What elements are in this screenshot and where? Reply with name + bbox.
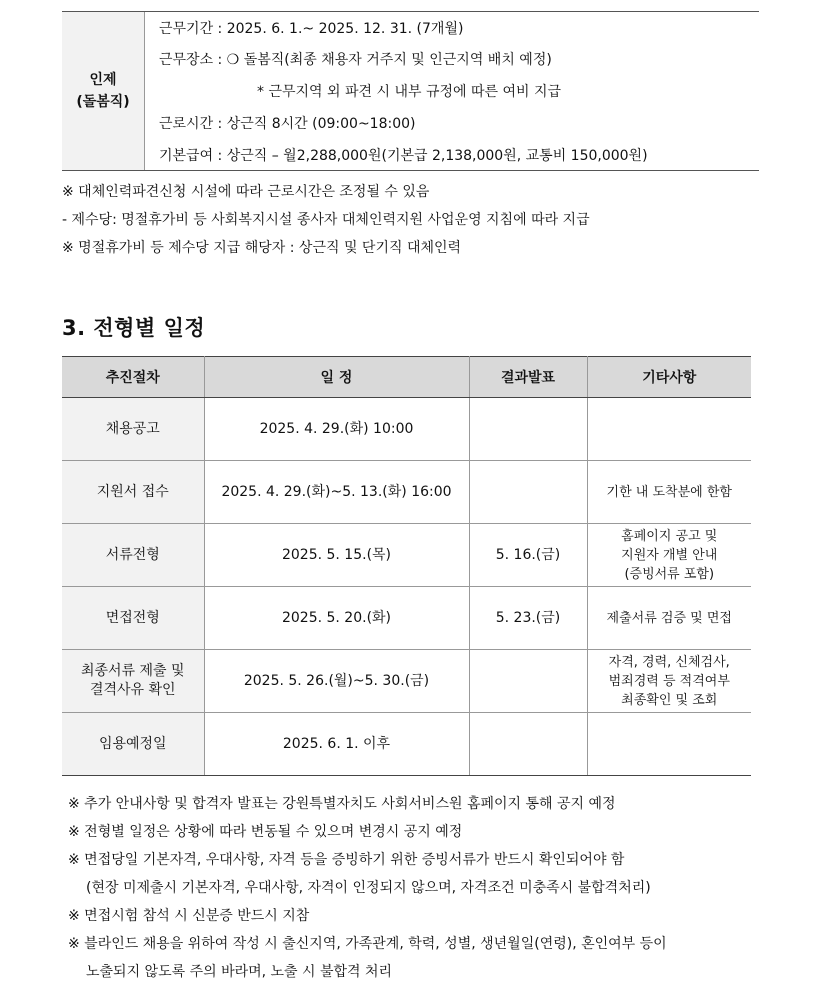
result-cell: 5. 23.(금) xyxy=(469,587,587,650)
step-cell: 임용예정일 xyxy=(62,713,204,776)
conditions-cell xyxy=(145,12,759,170)
conditions-notes xyxy=(62,178,590,262)
table-row xyxy=(62,398,751,461)
work-place: 근무장소 : ❍ 돌봄직(최종 채용자 거주지 및 인근지역 배치 예정) xyxy=(159,52,552,68)
job-type-label: (돌봄직) xyxy=(76,94,130,110)
note-line: ※ 블라인드 채용을 위하여 작성 시 출신지역, 가족관계, 학력, 성별, 생년월일(연령), 혼인여부 등이 xyxy=(68,936,667,952)
work-hours: 근로시간 : 상근직 8시간 (09:00~18:00) xyxy=(159,116,416,132)
date-cell: 2025. 6. 1. 이후 xyxy=(204,713,469,776)
schedule-header-row xyxy=(62,357,751,398)
etc-cell xyxy=(587,713,751,776)
note-line: ※ 대체인력파견신청 시설에 따라 근로시간은 조정될 수 있음 xyxy=(62,184,430,200)
note-line: ※ 추가 안내사항 및 합격자 발표는 강원특별자치도 사회서비스원 홈페이지 통해 공지 예정 xyxy=(68,796,616,812)
note-line: - 제수당: 명절휴가비 등 사회복지시설 종사자 대체인력지원 사업운영 지침에 따라 지급 xyxy=(62,212,590,228)
table-row xyxy=(62,461,751,524)
region-label: 인제 xyxy=(89,72,117,88)
result-cell xyxy=(469,713,587,776)
result-cell: 5. 16.(금) xyxy=(469,524,587,587)
header-result: 결과발표 xyxy=(469,357,587,398)
employment-conditions-table xyxy=(62,11,759,171)
date-cell: 2025. 5. 15.(목) xyxy=(204,524,469,587)
result-cell xyxy=(469,461,587,524)
table-row xyxy=(62,713,751,776)
date-cell: 2025. 5. 20.(화) xyxy=(204,587,469,650)
step-cell: 최종서류 제출 및 결격사유 확인 xyxy=(62,650,204,713)
etc-cell: 자격, 경력, 신체검사, 범죄경력 등 적격여부 최종확인 및 조회 xyxy=(587,650,751,713)
base-salary: 기본급여 : 상근직 – 월2,288,000원(기본급 2,138,000원, 교통비 150,000원) xyxy=(159,148,648,164)
date-cell: 2025. 5. 26.(월)~5. 30.(금) xyxy=(204,650,469,713)
note-line: ※ 명절휴가비 등 제수당 지급 해당자 : 상근직 및 단기직 대체인력 xyxy=(62,240,462,256)
work-period: 근무기간 : 2025. 6. 1.~ 2025. 12. 31. (7개월) xyxy=(159,21,464,37)
etc-cell: 기한 내 도착분에 한함 xyxy=(587,461,751,524)
section-title: 3. 전형별 일정 xyxy=(62,316,206,340)
work-place-note: * 근무지역 외 파견 시 내부 규정에 따른 여비 지급 xyxy=(257,84,562,100)
step-cell: 면접전형 xyxy=(62,587,204,650)
etc-cell: 제출서류 검증 및 면접 xyxy=(587,587,751,650)
note-line: ※ 면접당일 기본자격, 우대사항, 자격 등을 증빙하기 위한 증빙서류가 반드시 확인되어야 함 xyxy=(68,852,625,868)
schedule-table xyxy=(62,356,751,776)
table-row xyxy=(62,524,751,587)
result-cell xyxy=(469,398,587,461)
header-etc: 기타사항 xyxy=(587,357,751,398)
header-date: 일 정 xyxy=(204,357,469,398)
note-line: (현장 미제출시 기본자격, 우대사항, 자격이 인정되지 않으며, 자격조건 미충족시 불합격처리) xyxy=(86,880,651,896)
etc-cell: 홈페이지 공고 및 지원자 개별 안내 (증빙서류 포함) xyxy=(587,524,751,587)
note-line: ※ 전형별 일정은 상황에 따라 변동될 수 있으며 변경시 공지 예정 xyxy=(68,824,463,840)
date-cell: 2025. 4. 29.(화) 10:00 xyxy=(204,398,469,461)
step-cell: 서류전형 xyxy=(62,524,204,587)
note-line: ※ 면접시험 참석 시 신분증 반드시 지참 xyxy=(68,908,310,924)
step-cell: 채용공고 xyxy=(62,398,204,461)
result-cell xyxy=(469,650,587,713)
step-cell: 지원서 접수 xyxy=(62,461,204,524)
header-step: 추진절차 xyxy=(62,357,204,398)
table-row xyxy=(62,587,751,650)
table-row xyxy=(62,650,751,713)
note-line: 노출되지 않도록 주의 바라며, 노출 시 불합격 처리 xyxy=(86,964,393,980)
etc-cell xyxy=(587,398,751,461)
schedule-notes xyxy=(68,790,667,986)
date-cell: 2025. 4. 29.(화)~5. 13.(화) 16:00 xyxy=(204,461,469,524)
region-label-cell xyxy=(62,12,145,170)
